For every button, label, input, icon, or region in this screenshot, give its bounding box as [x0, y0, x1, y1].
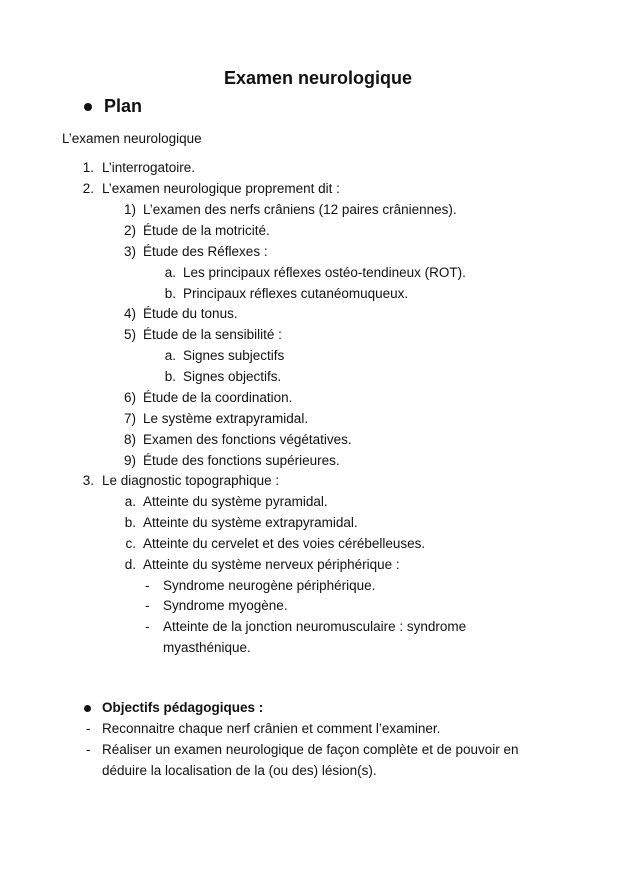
objective-item: Reconnaitre chaque nerf crânien et comment l’examiner.: [102, 721, 441, 736]
dash-marker: -: [145, 578, 150, 593]
list-marker: 7): [123, 411, 136, 426]
list-item: Les principaux réflexes ostéo-tendineux (ROT).: [183, 265, 466, 280]
list-item: Principaux réflexes cutanéomuqueux.: [183, 286, 409, 301]
plan-bullet-icon: [84, 103, 92, 111]
list-item: Examen des fonctions végétatives.: [143, 432, 352, 447]
list-item: Syndrome myogène.: [163, 598, 288, 613]
list-item: Le diagnostic topographique :: [102, 473, 280, 488]
list-marker: 3.: [82, 473, 94, 488]
list-marker: 6): [123, 390, 136, 405]
list-item: L’examen des nerfs crâniens (12 paires crâniennes).: [143, 202, 457, 217]
list-marker: d.: [124, 557, 136, 572]
list-item: Syndrome neurogène périphérique.: [163, 578, 376, 593]
list-item: L’examen neurologique proprement dit :: [102, 181, 340, 196]
list-marker: 8): [123, 432, 136, 447]
plan-heading: Plan: [104, 96, 143, 116]
list-marker: 3): [123, 244, 136, 259]
list-item: Signes subjectifs: [183, 348, 285, 363]
list-item: L’interrogatoire.: [102, 160, 196, 175]
list-item: Étude de la coordination.: [143, 390, 293, 405]
list-marker: 1): [123, 202, 136, 217]
list-item: Atteinte du système pyramidal.: [143, 494, 328, 509]
list-item: Atteinte du système nerveux périphérique :: [143, 557, 400, 572]
list-marker: a.: [164, 265, 176, 280]
page-title: Examen neurologique: [223, 68, 413, 88]
list-marker: 2.: [82, 181, 94, 196]
list-marker: 9): [123, 453, 136, 468]
list-marker: b.: [164, 286, 176, 301]
list-marker: b.: [164, 369, 176, 384]
list-marker: 1.: [82, 160, 94, 175]
list-item-continuation: myasthénique.: [163, 640, 251, 655]
dash-marker: -: [86, 742, 91, 757]
list-item: Signes objectifs.: [183, 369, 282, 384]
list-marker: 4): [123, 306, 136, 321]
list-item: Atteinte de la jonction neuromusculaire : syndrome: [163, 619, 467, 634]
list-item: Le système extrapyramidal.: [143, 411, 309, 426]
list-marker: 2): [123, 223, 136, 238]
list-item: Étude des Réflexes :: [143, 244, 268, 259]
dash-marker: -: [145, 619, 150, 634]
objective-item: Réaliser un examen neurologique de façon complète et de pouvoir en: [102, 742, 519, 757]
list-item: Étude de la sensibilité :: [143, 327, 282, 342]
list-item: Étude de la motricité.: [143, 223, 270, 238]
objectives-bullet-icon: [84, 705, 91, 712]
list-marker: a.: [164, 348, 176, 363]
objective-item-continuation: déduire la localisation de la (ou des) lésion(s).: [102, 763, 377, 778]
list-marker: b.: [124, 515, 136, 530]
objectives-heading: Objectifs pédagogiques :: [102, 700, 264, 715]
dash-marker: -: [86, 721, 91, 736]
list-item: Étude du tonus.: [143, 306, 238, 321]
list-marker: c.: [125, 536, 136, 551]
list-item: Atteinte du système extrapyramidal.: [143, 515, 358, 530]
list-item: Atteinte du cervelet et des voies cérébelleuses.: [143, 536, 426, 551]
list-item: Étude des fonctions supérieures.: [143, 453, 340, 468]
intro-text: L’examen neurologique: [62, 131, 202, 146]
list-marker: a.: [124, 494, 136, 509]
list-marker: 5): [123, 327, 136, 342]
dash-marker: -: [145, 598, 150, 613]
